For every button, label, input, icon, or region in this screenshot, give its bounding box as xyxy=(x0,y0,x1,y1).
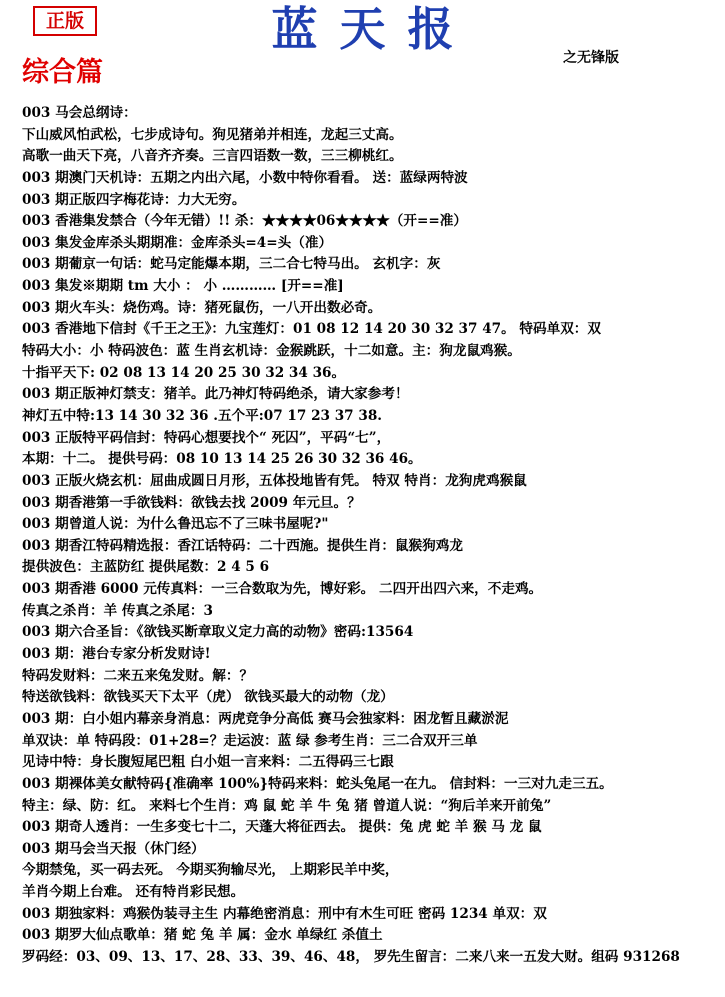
text-line: 003 期：白小姐内幕亲身消息：两虎竞争分高低 赛马会独家料：困龙暂且藏淤泥 xyxy=(22,710,509,727)
newspaper-title: 蓝天报 xyxy=(271,2,476,56)
text-line: 003 期澳门天机诗：五期之内出六尾，小数中特你看看。 送：蓝绿两特波 xyxy=(22,169,468,186)
text-line: 罗码经：03、09、13、17、28、33、39、46、48， 罗先生留言：二来八来一五发大财。组码 931268 xyxy=(22,948,680,965)
article-body xyxy=(22,103,722,969)
text-line: 003 香港集发禁合（今年无错）!! 杀：★★★★06★★★★（开==准） xyxy=(22,213,467,230)
text-line: 003 期葡京一句话：蛇马定能爆本期，三二合七特马出。 玄机字：灰 xyxy=(22,256,441,273)
text-line: 今期禁兔，买一码去死。 今期买狗输尽光， 上期彩民羊中奖， xyxy=(22,862,399,879)
text-line: 003 正版特平码信封：特码心想要找个“ 死囚”，平码“七”， xyxy=(22,429,391,446)
text-line: 003 期香江特码精选报：香江话特码：二十西施。提供生肖：鼠猴狗鸡龙 xyxy=(22,537,463,554)
text-line: 特主：绿、防：红。 来料七个生肖：鸡 鼠 蛇 羊 牛 兔 猪 曾道人说：“狗后羊来开前兔” xyxy=(22,797,552,814)
text-line: 003 期独家料：鸡猴伪装寻主生 内幕绝密消息：刑中有木生可旺 密码 1234 单双：双 xyxy=(22,905,547,922)
text-line: 003 香港地下信封《千王之王》：九宝莲灯：01 08 12 14 20 30 32 37 47。 特码单双：双 xyxy=(22,321,601,338)
text-line: 003 期香港 6000 元传真料：一三合数取为先，博好彩。 二四开出四六来，不走鸡。 xyxy=(22,581,543,598)
text-line: 特码大小：小 特码波色：蓝 生肖玄机诗：金猴跳跃，十二如意。主：狗龙鼠鸡猴。 xyxy=(22,343,521,360)
text-line: 见诗中特：身长腹短尾巴粗 白小姐一言来料：二五得码三七跟 xyxy=(22,754,394,771)
text-line: 003 期：港台专家分析发财诗! xyxy=(22,646,211,663)
text-line: 单双诀：单 特码段：01+28=？走运波：蓝 绿 参考生肖：三二合双开三单 xyxy=(22,732,478,749)
text-line: 003 马会总纲诗： xyxy=(22,105,137,121)
text-line: 003 期正版神灯禁支：猪羊。此乃神灯特码绝杀，请大家参考！ xyxy=(22,386,409,403)
text-line: 003 期裸体美女献特码{准确率 100%}特码来料：蛇头兔尾一在九。 信封料：一三对九走三五。 xyxy=(22,775,613,792)
text-line: 003 期曾道人说：为什么鲁迅忘不了三味书屋呢?" xyxy=(22,516,329,533)
edition-label: 之无锋版 xyxy=(563,50,619,66)
section-heading: 综合篇 xyxy=(22,57,103,88)
text-line: 003 集发※期期 tm 大小 ： 小 ………… [开==准] xyxy=(22,278,344,295)
text-line: 特送欲钱料：欲钱买天下太平（虎） 欲钱买最大的动物（龙） xyxy=(22,689,394,706)
text-line: 003 期奇人透肖：一生多变七十二，天蓬大将征西去。 提供：兔 虎 蛇 羊 猴 马 龙 鼠 xyxy=(22,819,542,836)
text-line: 003 期罗大仙点歌单：猪 蛇 兔 羊 属：金水 单绿红 杀值土 xyxy=(22,927,383,944)
genuine-badge: 正版 xyxy=(33,6,97,36)
text-line: 003 期香港第一手欲钱料：欲钱去找 2009 年元旦。？ xyxy=(22,494,361,511)
text-line: 下山威风怕武松，七步成诗句。狗见猪弟并相连，龙起三丈高。 xyxy=(22,126,403,143)
text-line: 特码发财料：二来五来兔发财。解：？ xyxy=(22,667,254,684)
text-line: 神灯五中特:13 14 30 32 36 .五个平:07 17 23 37 38. xyxy=(22,407,383,424)
text-line: 003 集发金库杀头期期准：金库杀头=4=头（准） xyxy=(22,234,333,251)
text-line: 本期：十二。 提供号码：08 10 13 14 25 26 30 32 36 46。 xyxy=(22,451,422,468)
text-line: 羊肖今期上台难。 还有特肖彩民想。 xyxy=(22,884,245,901)
text-line: 003 期火车头：烧伤鸡。诗：猪死鼠伤，一八开出数必奇。 xyxy=(22,299,382,316)
text-line: 003 正版火烧玄机：屈曲成圆日月形，五体投地皆有凭。 特双 特肖：龙狗虎鸡猴鼠 xyxy=(22,472,527,489)
text-line: 传真之杀肖：羊 传真之杀尾：3 xyxy=(22,602,213,619)
text-line: 十指平天下: 02 08 13 14 20 25 30 32 34 36。 xyxy=(22,364,346,381)
text-line: 高歌一曲天下亮，八音齐齐奏。三言四语数一数，三三柳桃红。 xyxy=(22,148,403,165)
text-line: 003 期马会当天报（休门经） xyxy=(22,840,205,857)
text-line: 提供波色：主蓝防红 提供尾数：2 4 5 6 xyxy=(22,559,270,576)
text-line: 003 期六合圣旨：《欲钱买断章取义定力高的动物》密码:13564 xyxy=(22,624,414,641)
text-line: 003 期正版四字梅花诗：力大无穷。 xyxy=(22,191,246,208)
